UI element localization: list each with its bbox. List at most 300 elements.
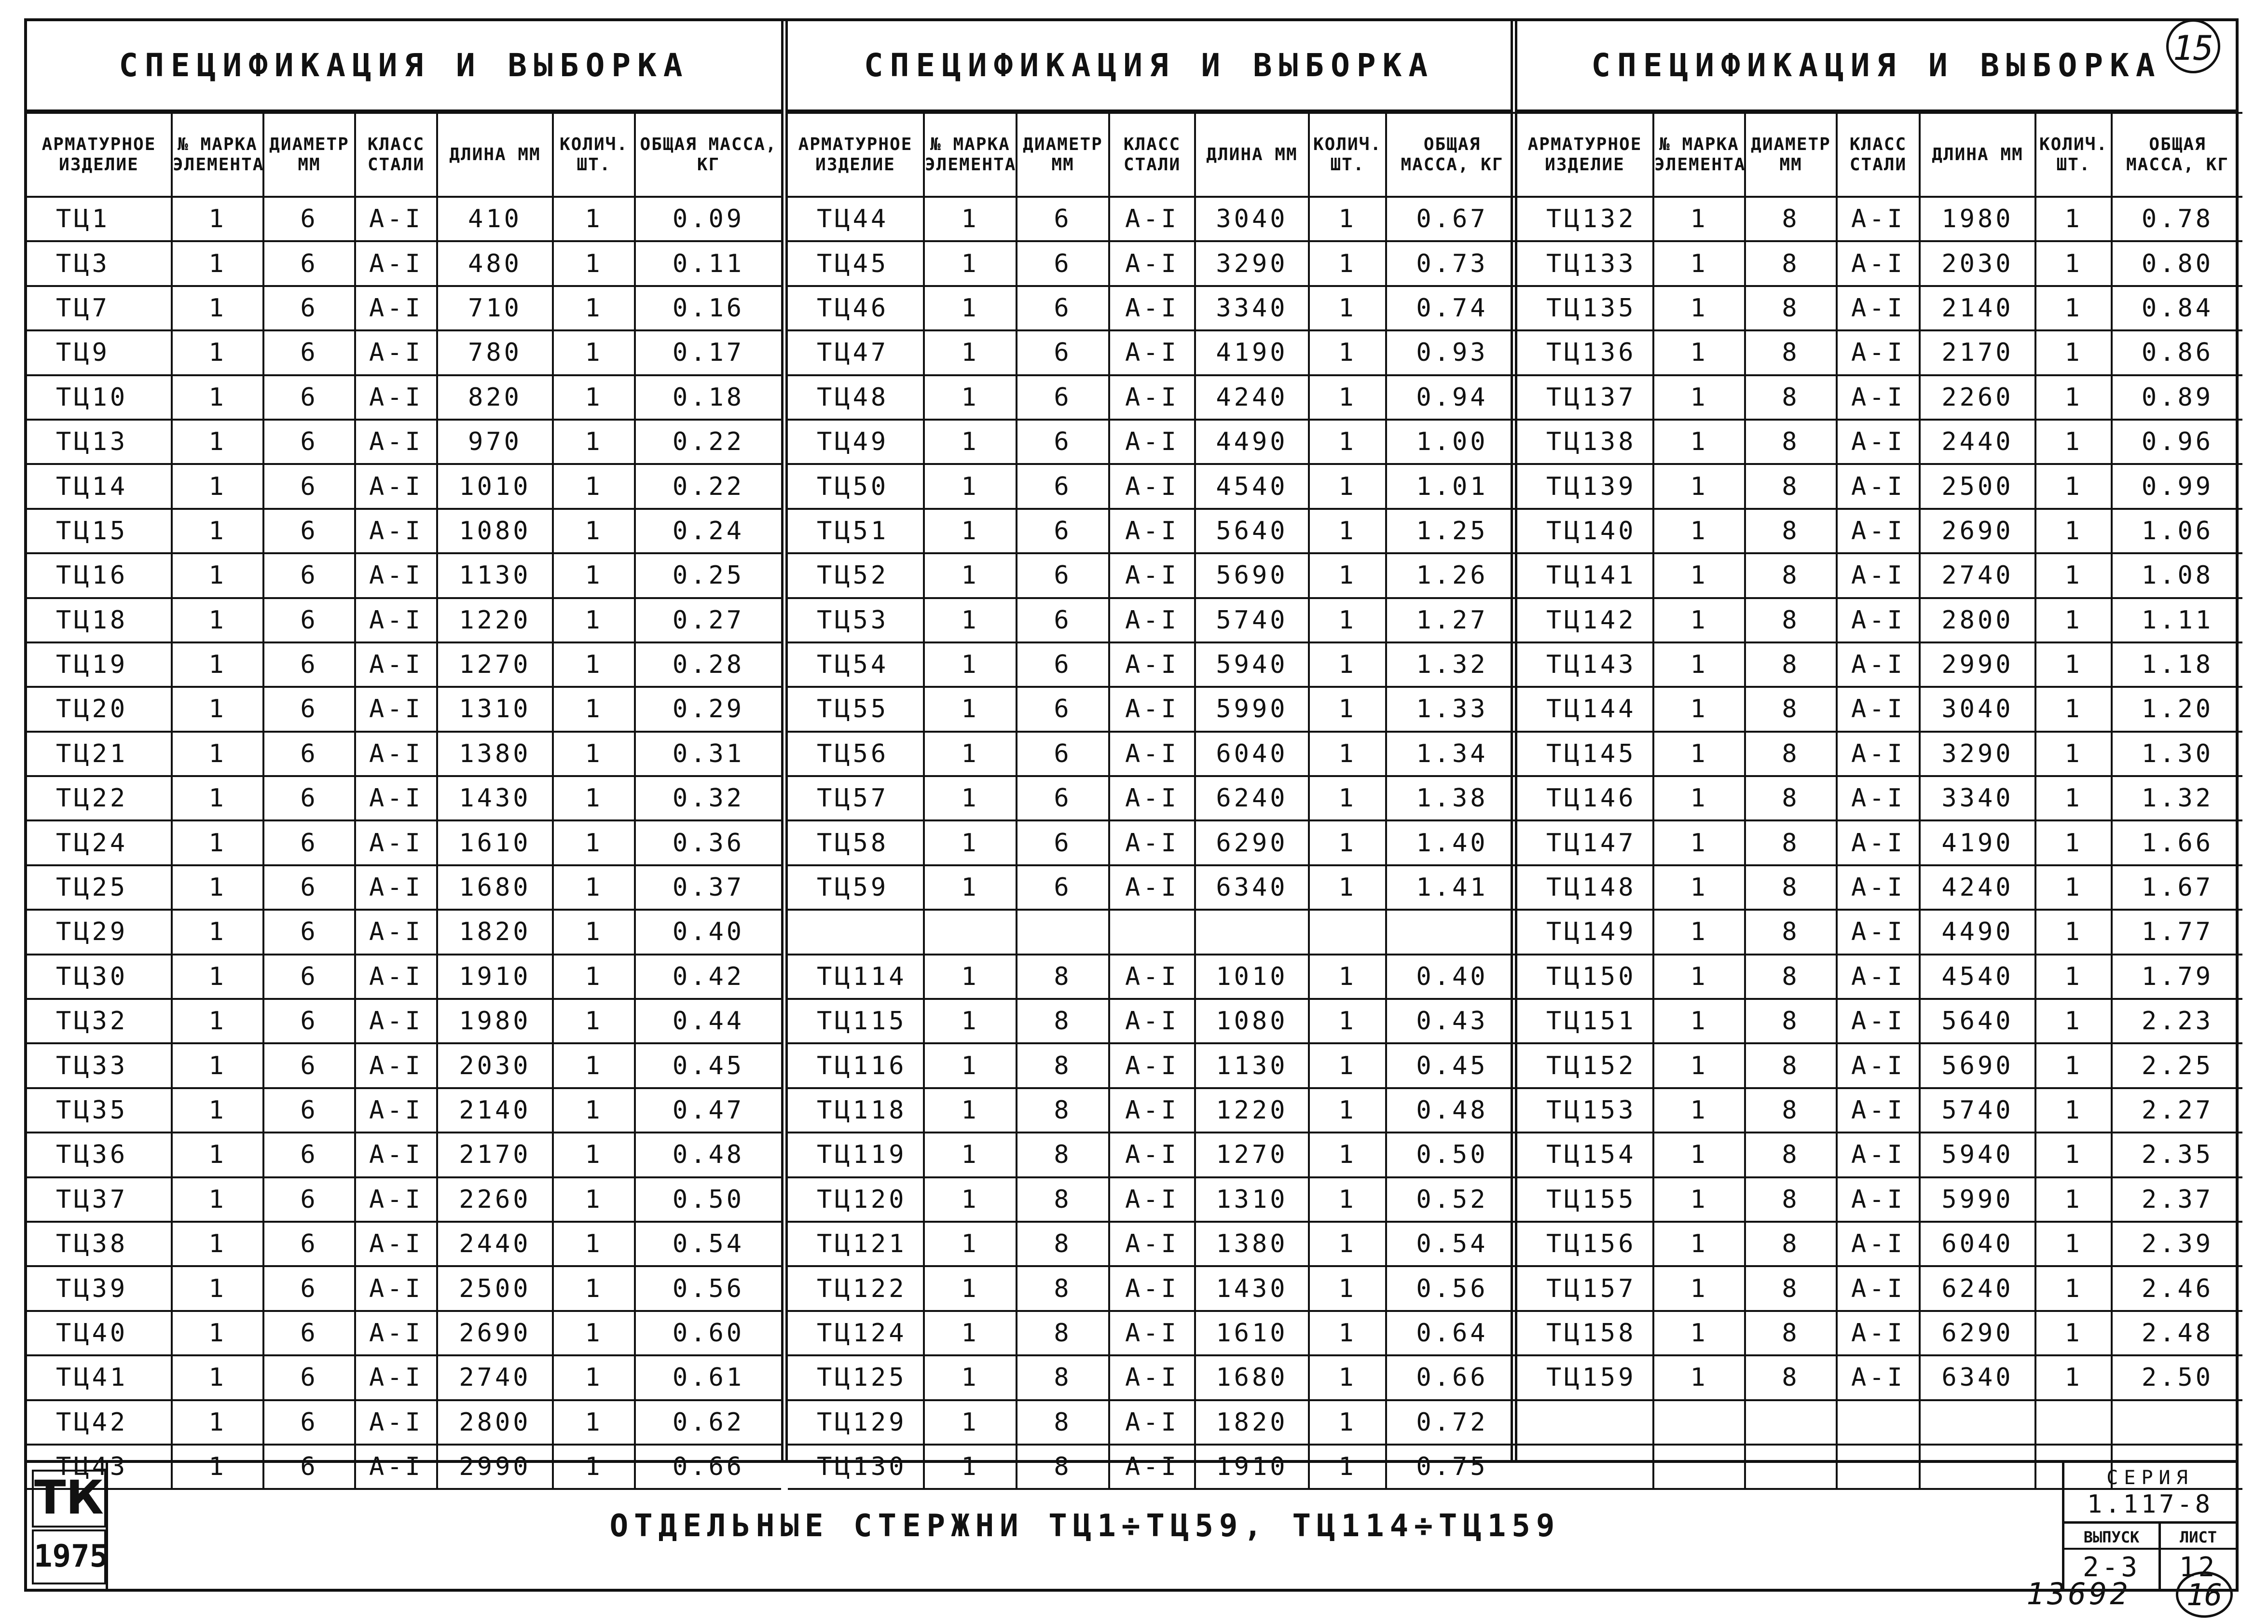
table-row <box>1517 910 2242 954</box>
cell-mark: 1 <box>924 687 1017 731</box>
cell-length: 2140 <box>437 1088 553 1133</box>
cell-steel-class: А-I <box>1837 1355 1920 1400</box>
cell-product: ТЦ56 <box>788 732 924 776</box>
cell-product: ТЦ24 <box>27 820 172 865</box>
table-row <box>1517 286 2242 330</box>
cell-diameter: 6 <box>263 598 355 642</box>
cell-product: ТЦ158 <box>1517 1311 1653 1355</box>
cell-diameter: 6 <box>263 1177 355 1222</box>
cell-diameter: 6 <box>263 820 355 865</box>
cell-mark: 1 <box>1653 420 1745 464</box>
cell-steel-class: А-I <box>1109 732 1195 776</box>
cell-product: ТЦ47 <box>788 330 924 375</box>
cell-steel-class: А-I <box>1837 999 1920 1043</box>
cell-length: 5990 <box>1920 1177 2035 1222</box>
cell-diameter: 8 <box>1745 1355 1837 1400</box>
cell-product: ТЦ149 <box>1517 910 1653 954</box>
cell-steel-class: А-I <box>1837 955 1920 999</box>
cell-length: 6040 <box>1920 1222 2035 1266</box>
table-row <box>1517 865 2242 910</box>
table-row <box>788 420 1517 464</box>
cell-quantity: 1 <box>1309 999 1386 1043</box>
cell-steel-class: А-I <box>1109 286 1195 330</box>
cell-mass: 0.45 <box>635 1043 781 1088</box>
sheet-number-circle: 15 <box>2166 19 2220 73</box>
table-row <box>788 1400 1517 1445</box>
cell-product: ТЦ118 <box>788 1088 924 1133</box>
cell-steel-class: А-I <box>355 197 437 241</box>
cell-mass: 1.66 <box>2112 820 2242 865</box>
cell-mass: 0.48 <box>635 1133 781 1177</box>
cell-diameter: 6 <box>263 1400 355 1445</box>
cell-mark: 1 <box>924 1133 1017 1177</box>
cell-product: ТЦ145 <box>1517 732 1653 776</box>
cell-product: ТЦ147 <box>1517 820 1653 865</box>
table-row <box>1517 420 2242 464</box>
issue-value: 2-3 <box>2082 1552 2141 1583</box>
cell-mass: 0.75 <box>1386 1445 1517 1489</box>
cell-mark: 1 <box>924 1355 1017 1400</box>
cell-mass: 0.32 <box>635 776 781 820</box>
cell-mass: 0.24 <box>635 509 781 553</box>
cell-length: 2140 <box>1920 286 2035 330</box>
cell-length: 5690 <box>1920 1043 2035 1088</box>
series-label: СЕРИЯ <box>2106 1467 2194 1489</box>
cell-mark: 1 <box>924 197 1017 241</box>
cell-diameter <box>1745 1400 1837 1445</box>
cell-length: 2030 <box>1920 241 2035 286</box>
table-row <box>1517 509 2242 553</box>
cell-quantity: 1 <box>553 1088 635 1133</box>
cell-diameter: 6 <box>1017 553 1109 598</box>
cell-mark: 1 <box>172 1222 263 1266</box>
cell-mark: 1 <box>172 1177 263 1222</box>
table-row <box>788 330 1517 375</box>
cell-steel-class: А-I <box>355 420 437 464</box>
table-header-row <box>788 113 1517 197</box>
column-header-quantity: КОЛИЧ. ШТ. <box>553 113 635 197</box>
cell-product: ТЦ116 <box>788 1043 924 1088</box>
cell-diameter: 6 <box>263 999 355 1043</box>
cell-diameter: 8 <box>1745 1266 1837 1310</box>
cell-mass: 1.32 <box>1386 642 1517 687</box>
cell-quantity <box>2035 1400 2112 1445</box>
cell-product: ТЦ137 <box>1517 375 1653 420</box>
cell-mass: 0.93 <box>1386 330 1517 375</box>
cell-quantity: 1 <box>553 241 635 286</box>
cell-product: ТЦ20 <box>27 687 172 731</box>
cell-diameter: 8 <box>1745 509 1837 553</box>
cell-diameter: 8 <box>1745 687 1837 731</box>
table-row <box>1517 1043 2242 1088</box>
cell-mark: 1 <box>172 509 263 553</box>
sheet-label: ЛИСТ <box>2161 1527 2236 1550</box>
cell-length: 1080 <box>437 509 553 553</box>
cell-mass: 1.20 <box>2112 687 2242 731</box>
cell-steel-class: А-I <box>1837 776 1920 820</box>
table-row <box>27 865 781 910</box>
cell-diameter: 8 <box>1745 1043 1837 1088</box>
cell-length: 1220 <box>437 598 553 642</box>
cell-diameter: 8 <box>1017 1133 1109 1177</box>
cell-diameter: 6 <box>1017 375 1109 420</box>
table-row <box>788 464 1517 508</box>
cell-product: ТЦ51 <box>788 509 924 553</box>
cell-steel-class: А-I <box>1109 1133 1195 1177</box>
table-row <box>788 865 1517 910</box>
cell-mark: 1 <box>172 1311 263 1355</box>
cell-steel-class: А-I <box>1837 865 1920 910</box>
cell-mark: 1 <box>924 1266 1017 1310</box>
cell-mark: 1 <box>1653 197 1745 241</box>
cell-product: ТЦ14 <box>27 464 172 508</box>
cell-mass: 0.94 <box>1386 375 1517 420</box>
table-row <box>1517 1266 2242 1310</box>
column-header-steel-class: КЛАСС СТАЛИ <box>1837 113 1920 197</box>
cell-product: ТЦ53 <box>788 598 924 642</box>
cell-product: ТЦ119 <box>788 1133 924 1177</box>
cell-quantity: 1 <box>553 910 635 954</box>
cell-length: 2500 <box>437 1266 553 1310</box>
table-row <box>1517 776 2242 820</box>
cell-mass: 0.11 <box>635 241 781 286</box>
cell-length: 1680 <box>437 865 553 910</box>
cell-steel-class: А-I <box>355 286 437 330</box>
cell-mass: 0.66 <box>1386 1355 1517 1400</box>
cell-mark: 1 <box>172 865 263 910</box>
series-stamp <box>2062 1463 2236 1589</box>
cell-steel-class: А-I <box>1837 598 1920 642</box>
column-header-length: ДЛИНА ММ <box>1195 113 1309 197</box>
cell-steel-class: А-I <box>1837 1266 1920 1310</box>
cell-mass: 1.26 <box>1386 553 1517 598</box>
table-row <box>788 197 1517 241</box>
cell-quantity: 1 <box>2035 1043 2112 1088</box>
cell-diameter: 8 <box>1017 1222 1109 1266</box>
cell-mark: 1 <box>1653 1043 1745 1088</box>
cell-steel-class: А-I <box>1109 642 1195 687</box>
cell-mark: 1 <box>1653 955 1745 999</box>
cell-mass: 0.56 <box>1386 1266 1517 1310</box>
cell-mark: 1 <box>172 598 263 642</box>
cell-mass: 1.00 <box>1386 420 1517 464</box>
cell-quantity: 1 <box>2035 1266 2112 1310</box>
cell-mass: 0.18 <box>635 375 781 420</box>
cell-mark: 1 <box>924 865 1017 910</box>
cell-mark: 1 <box>924 1088 1017 1133</box>
cell-product: ТЦ140 <box>1517 509 1653 553</box>
cell-product: ТЦ124 <box>788 1311 924 1355</box>
table-row <box>27 955 781 999</box>
cell-quantity: 1 <box>2035 241 2112 286</box>
cell-product: ТЦ155 <box>1517 1177 1653 1222</box>
cell-mark: 1 <box>924 1177 1017 1222</box>
panel-title: СПЕЦИФИКАЦИЯ И ВЫБОРКА <box>788 21 1511 112</box>
table-row <box>1517 1311 2242 1355</box>
cell-mark: 1 <box>1653 241 1745 286</box>
table-row <box>788 820 1517 865</box>
cell-product: ТЦ43 <box>27 1445 172 1489</box>
cell-quantity: 1 <box>2035 1222 2112 1266</box>
cell-length: 1010 <box>1195 955 1309 999</box>
cell-mass: 0.66 <box>635 1445 781 1489</box>
cell-quantity: 1 <box>2035 910 2112 954</box>
table-row <box>788 509 1517 553</box>
cell-diameter: 8 <box>1745 732 1837 776</box>
cell-steel-class: А-I <box>1837 732 1920 776</box>
cell-quantity: 1 <box>2035 375 2112 420</box>
cell-product: ТЦ37 <box>27 1177 172 1222</box>
cell-quantity: 1 <box>553 776 635 820</box>
cell-diameter: 8 <box>1017 1400 1109 1445</box>
cell-mass: 2.35 <box>2112 1133 2242 1177</box>
table-row <box>788 1222 1517 1266</box>
cell-mark: 1 <box>1653 687 1745 731</box>
table-row <box>1517 1088 2242 1133</box>
table-row <box>788 732 1517 776</box>
cell-length: 4190 <box>1195 330 1309 375</box>
table-row <box>27 241 781 286</box>
cell-length: 970 <box>437 420 553 464</box>
cell-length: 780 <box>437 330 553 375</box>
cell-mark: 1 <box>1653 1222 1745 1266</box>
logo-tk: ТК <box>32 1470 106 1528</box>
cell-mass: 0.37 <box>635 865 781 910</box>
cell-steel-class: А-I <box>355 642 437 687</box>
cell-product: ТЦ45 <box>788 241 924 286</box>
cell-product: ТЦ32 <box>27 999 172 1043</box>
cell-mark: 1 <box>924 1222 1017 1266</box>
cell-product: ТЦ19 <box>27 642 172 687</box>
cell-mass: 0.99 <box>2112 464 2242 508</box>
cell-mark: 1 <box>172 464 263 508</box>
cell-steel-class: А-I <box>355 1222 437 1266</box>
cell-quantity: 1 <box>2035 999 2112 1043</box>
table-row <box>27 1222 781 1266</box>
cell-mass: 0.40 <box>1386 955 1517 999</box>
cell-quantity: 1 <box>1309 464 1386 508</box>
cell-mark: 1 <box>1653 330 1745 375</box>
cell-product: ТЦ125 <box>788 1355 924 1400</box>
cell-steel-class: А-I <box>1109 553 1195 598</box>
cell-length <box>1920 1400 2035 1445</box>
cell-length: 2800 <box>1920 598 2035 642</box>
cell-diameter: 6 <box>1017 776 1109 820</box>
cell-product: ТЦ44 <box>788 197 924 241</box>
cell-product: ТЦ157 <box>1517 1266 1653 1310</box>
cell-product: ТЦ15 <box>27 509 172 553</box>
cell-length: 5990 <box>1195 687 1309 731</box>
cell-mark: 1 <box>172 1266 263 1310</box>
cell-product: ТЦ153 <box>1517 1088 1653 1133</box>
cell-mass: 0.74 <box>1386 286 1517 330</box>
cell-diameter: 6 <box>1017 732 1109 776</box>
cell-length: 6240 <box>1920 1266 2035 1310</box>
cell-quantity: 1 <box>553 197 635 241</box>
cell-steel-class: А-I <box>355 1266 437 1310</box>
cell-steel-class: А-I <box>1109 1043 1195 1088</box>
table-row <box>788 642 1517 687</box>
cell-mark: 1 <box>1653 286 1745 330</box>
cell-diameter: 8 <box>1745 1177 1837 1222</box>
cell-steel-class: А-I <box>1109 1311 1195 1355</box>
cell-mass: 1.11 <box>2112 598 2242 642</box>
cell-length: 2170 <box>437 1133 553 1177</box>
cell-diameter: 6 <box>1017 687 1109 731</box>
cell-steel-class: А-I <box>1109 330 1195 375</box>
cell-mass <box>2112 1400 2242 1445</box>
cell-mass: 2.50 <box>2112 1355 2242 1400</box>
cell-mark: 1 <box>924 286 1017 330</box>
series-value: 1.117-8 <box>2087 1490 2213 1519</box>
cell-steel-class: А-I <box>1109 598 1195 642</box>
cell-quantity: 1 <box>1309 241 1386 286</box>
cell-mass: 2.48 <box>2112 1311 2242 1355</box>
cell-mark: 1 <box>924 1400 1017 1445</box>
cell-mass: 0.31 <box>635 732 781 776</box>
cell-steel-class: А-I <box>1109 1088 1195 1133</box>
column-header-product: АРМАТУРНОЕ ИЗДЕЛИЕ <box>788 113 924 197</box>
cell-diameter: 8 <box>1745 820 1837 865</box>
cell-length: 1430 <box>437 776 553 820</box>
table-row <box>27 1088 781 1133</box>
table-row <box>788 910 1517 954</box>
cell-length: 6290 <box>1920 1311 2035 1355</box>
table-row <box>788 553 1517 598</box>
cell-mark: 1 <box>1653 732 1745 776</box>
cell-mark: 1 <box>1653 1355 1745 1400</box>
table-row <box>27 1400 781 1445</box>
cell-mass: 0.28 <box>635 642 781 687</box>
cell-product: ТЦ57 <box>788 776 924 820</box>
cell-length: 710 <box>437 286 553 330</box>
cell-diameter: 6 <box>263 1043 355 1088</box>
cell-product: ТЦ114 <box>788 955 924 999</box>
cell-length: 4190 <box>1920 820 2035 865</box>
cell-product: ТЦ38 <box>27 1222 172 1266</box>
table-row <box>1517 197 2242 241</box>
cell-diameter: 6 <box>1017 598 1109 642</box>
cell-length: 3290 <box>1195 241 1309 286</box>
cell-product: ТЦ148 <box>1517 865 1653 910</box>
cell-steel-class: А-I <box>355 955 437 999</box>
table-row <box>788 1311 1517 1355</box>
cell-length: 3340 <box>1920 776 2035 820</box>
cell-quantity: 1 <box>553 820 635 865</box>
cell-length: 2260 <box>1920 375 2035 420</box>
cell-length: 1910 <box>1195 1445 1309 1489</box>
page-mark-circle: 16 <box>2176 1571 2233 1618</box>
cell-quantity: 1 <box>1309 1088 1386 1133</box>
cell-length: 5940 <box>1920 1133 2035 1177</box>
cell-length: 1270 <box>437 642 553 687</box>
cell-quantity: 1 <box>553 330 635 375</box>
table-row <box>27 1355 781 1400</box>
cell-steel-class: А-I <box>355 553 437 598</box>
series-block <box>2064 1463 2236 1524</box>
cell-quantity: 1 <box>553 642 635 687</box>
cell-length: 1310 <box>1195 1177 1309 1222</box>
cell-mass: 0.62 <box>635 1400 781 1445</box>
table-row <box>788 598 1517 642</box>
cell-diameter: 8 <box>1017 1043 1109 1088</box>
cell-quantity: 1 <box>553 1222 635 1266</box>
cell-quantity: 1 <box>553 1311 635 1355</box>
cell-steel-class <box>1109 910 1195 954</box>
cell-length: 4490 <box>1195 420 1309 464</box>
cell-quantity: 1 <box>553 1043 635 1088</box>
cell-quantity: 1 <box>2035 865 2112 910</box>
cell-mark: 1 <box>1653 464 1745 508</box>
table-row <box>1517 598 2242 642</box>
cell-diameter: 6 <box>263 464 355 508</box>
cell-mark: 1 <box>924 1043 1017 1088</box>
spec-panel-2 <box>781 21 1511 1482</box>
cell-product: ТЦ130 <box>788 1445 924 1489</box>
cell-product: ТЦ138 <box>1517 420 1653 464</box>
cell-mass: 0.43 <box>1386 999 1517 1043</box>
cell-diameter: 6 <box>263 865 355 910</box>
column-header-mark: № МАРКА ЭЛЕМЕНТА <box>924 113 1017 197</box>
cell-steel-class: А-I <box>1837 1177 1920 1222</box>
cell-mark: 1 <box>924 1311 1017 1355</box>
cell-steel-class: А-I <box>355 241 437 286</box>
cell-steel-class: А-I <box>1109 1355 1195 1400</box>
cell-mass: 1.25 <box>1386 509 1517 553</box>
cell-length: 1980 <box>437 999 553 1043</box>
table-row <box>1517 955 2242 999</box>
cell-diameter: 8 <box>1745 642 1837 687</box>
cell-steel-class <box>1837 1400 1920 1445</box>
cell-mark: 1 <box>172 776 263 820</box>
cell-length: 4540 <box>1920 955 2035 999</box>
cell-length: 1610 <box>1195 1311 1309 1355</box>
cell-steel-class: А-I <box>1109 509 1195 553</box>
cell-steel-class: А-I <box>1837 642 1920 687</box>
column-header-mass: ОБЩАЯ МАССА, КГ <box>2112 113 2242 197</box>
cell-quantity: 1 <box>2035 1311 2112 1355</box>
cell-quantity: 1 <box>2035 687 2112 731</box>
cell-quantity: 1 <box>1309 820 1386 865</box>
cell-steel-class: А-I <box>355 687 437 731</box>
column-header-quantity: КОЛИЧ. ШТ. <box>1309 113 1386 197</box>
cell-diameter: 8 <box>1745 1133 1837 1177</box>
cell-mark: 1 <box>1653 865 1745 910</box>
cell-diameter: 6 <box>1017 197 1109 241</box>
issue-label: ВЫПУСК <box>2064 1527 2158 1550</box>
cell-length: 4240 <box>1195 375 1309 420</box>
column-header-length: ДЛИНА ММ <box>437 113 553 197</box>
cell-mark: 1 <box>1653 1088 1745 1133</box>
cell-steel-class: А-I <box>1109 197 1195 241</box>
cell-length: 1080 <box>1195 999 1309 1043</box>
cell-steel-class: А-I <box>1837 1043 1920 1088</box>
cell-quantity: 1 <box>1309 1400 1386 1445</box>
cell-diameter: 8 <box>1017 1311 1109 1355</box>
cell-steel-class: А-I <box>355 1445 437 1489</box>
cell-mass: 0.54 <box>635 1222 781 1266</box>
cell-steel-class: А-I <box>355 1043 437 1088</box>
cell-diameter: 6 <box>263 776 355 820</box>
cell-quantity: 1 <box>2035 1133 2112 1177</box>
cell-quantity: 1 <box>2035 1355 2112 1400</box>
cell-length: 5640 <box>1195 509 1309 553</box>
spec-panel-1 <box>27 21 781 1482</box>
cell-quantity: 1 <box>1309 1043 1386 1088</box>
cell-mass: 0.54 <box>1386 1222 1517 1266</box>
cell-steel-class: А-I <box>1837 197 1920 241</box>
table-row <box>1517 1400 2242 1445</box>
